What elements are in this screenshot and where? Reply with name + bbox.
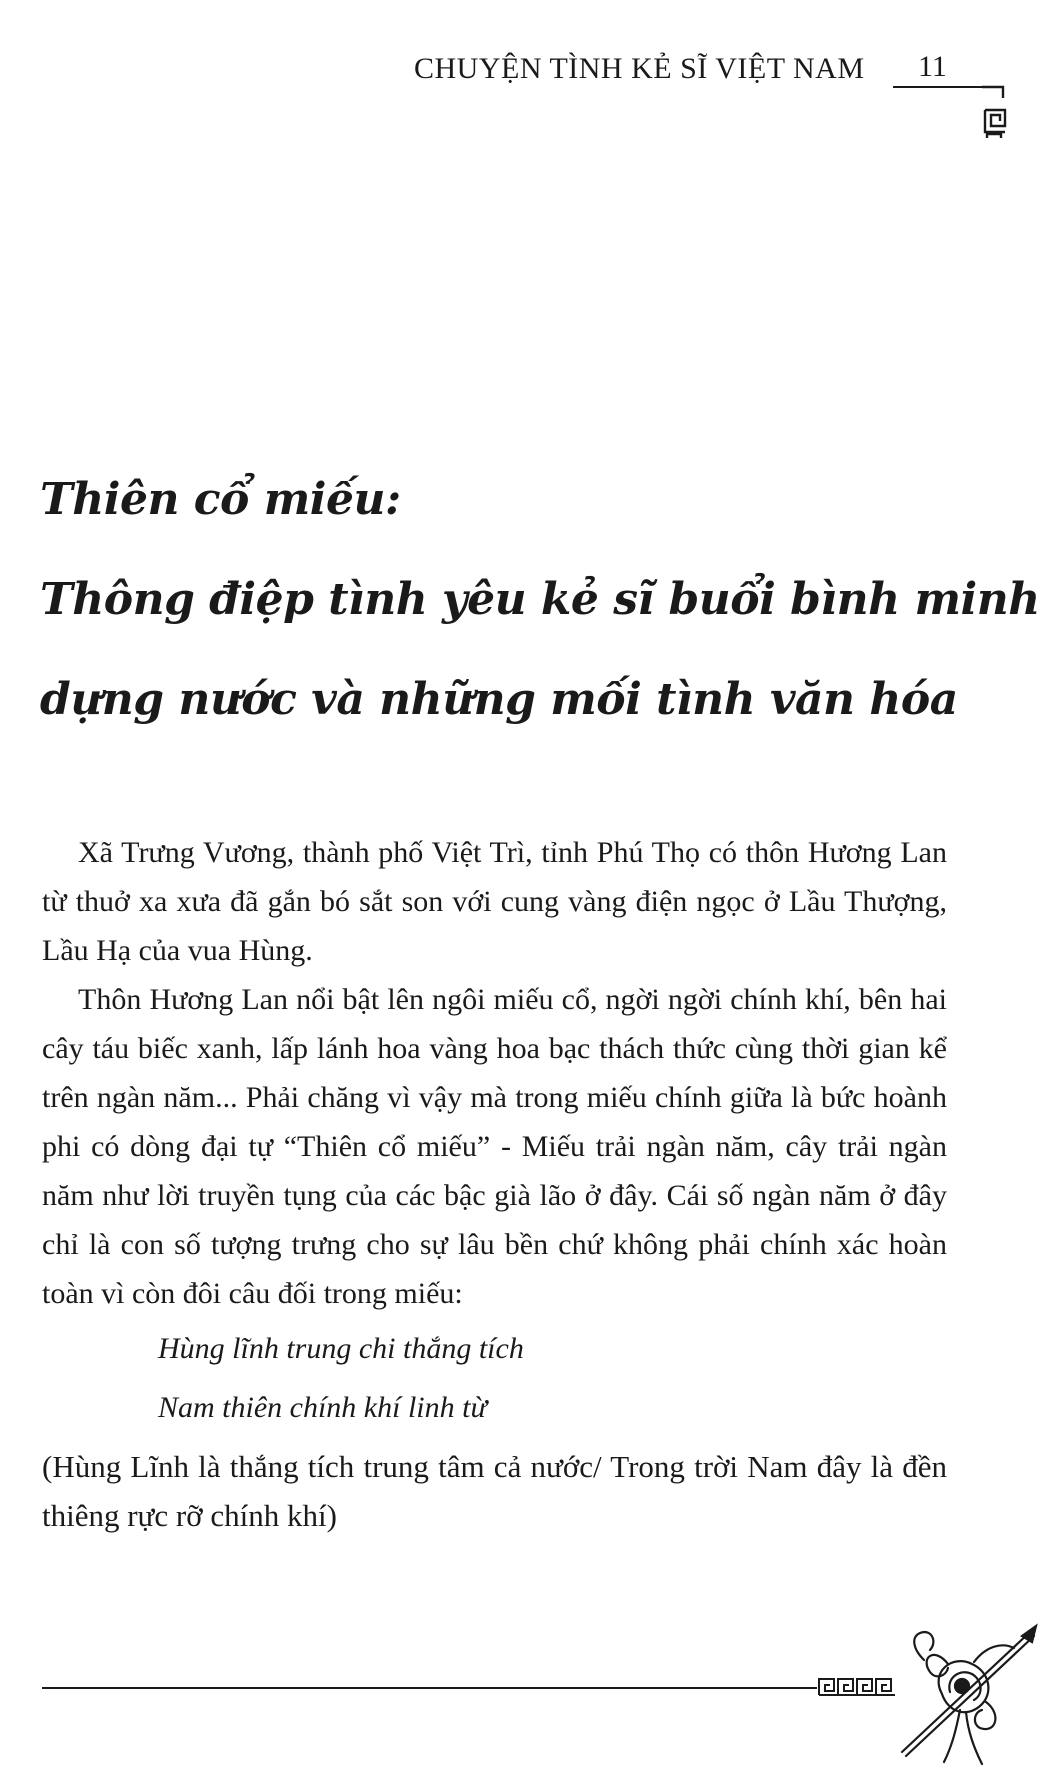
chapter-title [40, 450, 1040, 750]
paragraph: Thôn Hương Lan nổi bật lên ngôi miếu cổ, ngời ngời chính khí, bên hai cây táu biếc xanh, lấp lánh hoa vàng hoa bạc thách thức cùng thời gian kể trên ngàn năm... Phải chăng vì vậy mà trong miếu chính giữa là bức hoành phi có dòng đại tự “Thiên cổ miếu” - Miếu trải ngàn năm, cây trải ngàn năm như lời truyền tụng của các bậc già lão ở đây. Cái số ngàn năm ở đây chỉ là con số tượng trưng cho sự lâu bền chứ không phải chính xác hoàn toàn vì còn đôi câu đối trong miếu: [42, 983, 947, 1310]
greek-key-corner-icon [980, 84, 1010, 147]
chapter-title-line: Thông điệp tình yêu kẻ sĩ buổi bình minh [40, 574, 1040, 625]
paragraph: Xã Trưng Vương, thành phố Việt Trì, tỉnh Phú Thọ có thôn Hương Lan từ thuở xa xưa đã gắn bó sắt son với cung vàng điện ngọc ở Lầu Thượng, Lầu Hạ của vua Hùng. [42, 836, 947, 967]
verse-translation: (Hùng Lĩnh là thắng tích trung tâm cả nước/ Trong trời Nam đây là đền thiêng rực rỡ chính khí) [42, 1449, 947, 1533]
verse-line: Nam thiên chính khí linh từ [158, 1391, 487, 1424]
greek-key-band-icon [818, 1677, 896, 1702]
footer-rule [42, 1687, 817, 1689]
scroll-knot-ornament-icon [890, 1602, 1040, 1777]
chapter-title-line: dựng nước và những mối tình văn hóa [40, 674, 958, 725]
verse-line: Hùng lĩnh trung chi thắng tích [158, 1332, 524, 1365]
chapter-title-line: Thiên cổ miếu: [40, 474, 401, 525]
page-number: 11 [918, 50, 947, 83]
running-title: CHUYỆN TÌNH KẺ SĨ VIỆT NAM [414, 52, 865, 85]
body-text [42, 828, 947, 1540]
